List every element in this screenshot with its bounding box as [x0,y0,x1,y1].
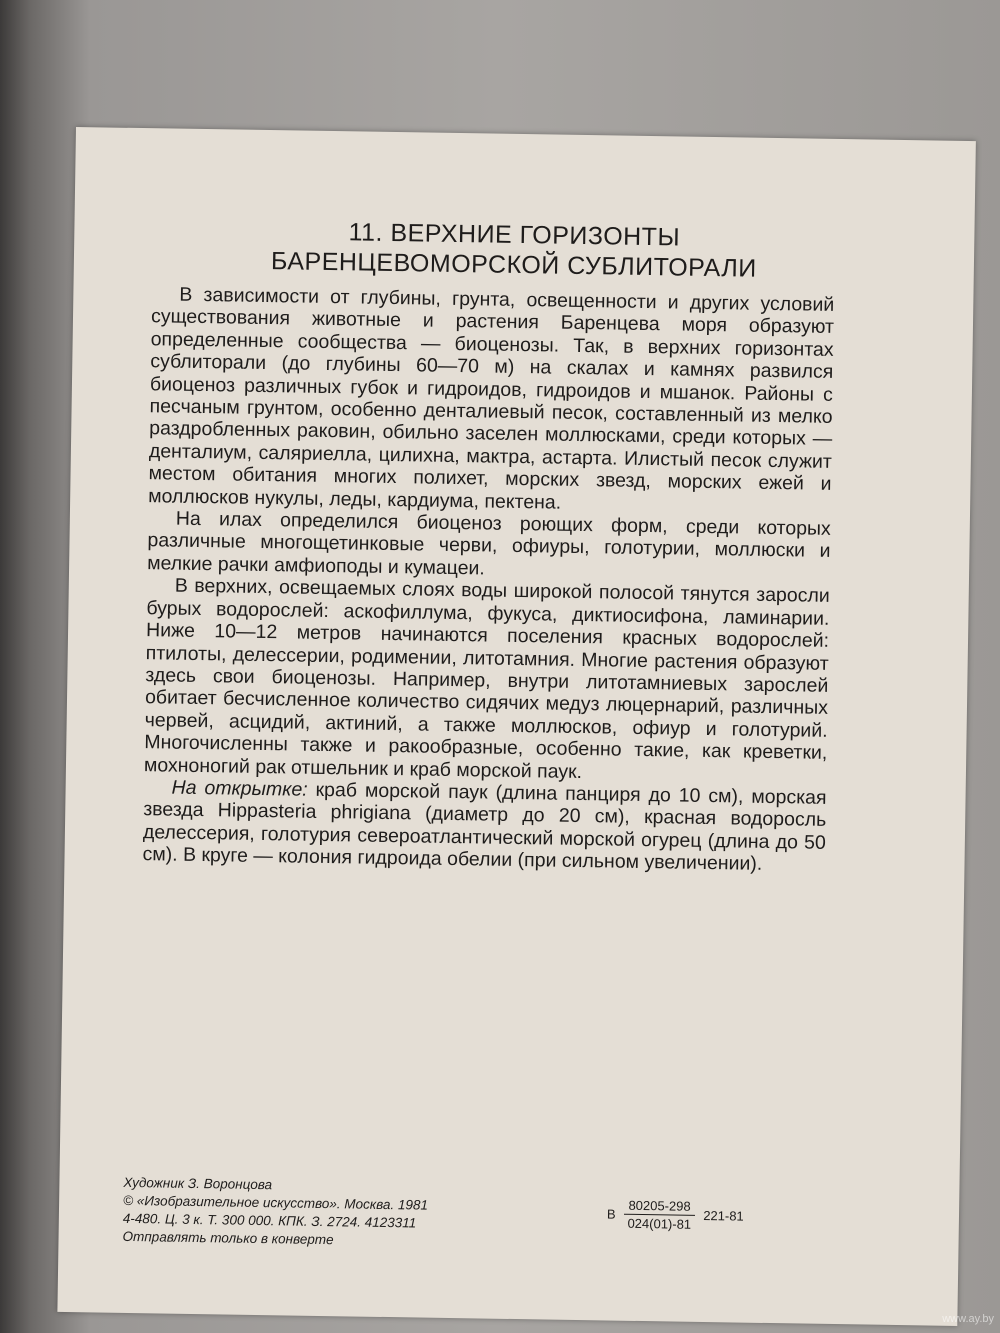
paragraph-4-text: краб морской паук (длина панциря до 10 см), морская звезда Hippasteria phrigiana (диаметр до 20 см), красная водоросль делессерия, голотурия североатлантический морской огурец (длина до 50 см). В круге — колония гидроида обелии (при сильном увеличении). [142,778,827,876]
paragraph-4-lead: На открытке: [171,776,308,801]
paragraph-1: В зависимости от глубины, грунта, освещенности и других условий существования животные и растения Баренцева моря образуют определенные сообщества — биоценозы. Так, в верхних горизонтах сублиторали (до глубины 60—70 м) на скалах и камнях развился биоценоз различных губок и гидроидов, гидроидов и мшанок. Районы с песчаным грунтом, особенно денталиевый песок, составленный из мелко раздробленных раковин, обильно заселен моллюсками, среди которых — денталиум, саляриелла, цилихна, мактра, астарта. Илистый песок служит местом обитания многих полихет, морских звезд, морских ежей и моллюсков нукулы, леды, кардиума, пектена. [148,283,835,514]
imprint-block [122,1174,428,1251]
postcard-back [57,127,976,1326]
paragraph-2: На илах определился биоценоз роющих форм, среди которых различные многощетинковые черви, офиуры, голотурии, моллюски и мелкие рачки амфиоподы и кумацеи. [146,507,831,580]
catalog-denominator: 024(01)-81 [627,1215,692,1232]
catalog-suffix: 221-81 [703,1207,744,1224]
title-line-1: 11. ВЕРХНИЕ ГОРИЗОНТЫ [348,218,681,252]
catalog-prefix: В [606,1206,616,1222]
imprint-order: 4-480. Ц. 3 к. Т. 300 000. КПК. З. 2724. 4123311 [122,1210,417,1231]
description-text [142,283,834,876]
watermark: www.ay.by [942,1313,994,1325]
imprint-publisher: © «Изобразительное искусство». Москва. 1981 [123,1192,429,1213]
catalog-numerator: 80205-298 [624,1198,694,1216]
title-line-2: БАРЕНЦЕВОМОРСКОЙ СУБЛИТОРАЛИ [270,247,757,283]
imprint-mailing: Отправлять только в конверте [122,1228,334,1248]
paragraph-4 [142,776,826,876]
page-title [74,213,955,287]
catalog-code [607,1197,744,1232]
imprint-artist: Художник З. Воронцова [123,1174,273,1193]
paragraph-3: В верхних, освещаемых слоях воды широкой полосой тянутся заросли бурых водорослей: аскофиллума, фукуса, диктиосифона, ламинарии. Ниже 10—12 метров начинаются поселения красных водорослей: птилоты, делессерии, родимении, литотамния. Многие растения образуют здесь свои биоценозы. Например, внутри литотамниевых зарослей обитает бесчисленное количество сидячих медуз люцернарий, различных червей, асцидий, актиний, а также моллюсков, офиур и голотурий. Многочисленны также и ракообразные, особенно такие, как креветки, мохноногий рак отшельник и краб морской паук. [143,574,830,783]
catalog-fraction [623,1198,695,1232]
